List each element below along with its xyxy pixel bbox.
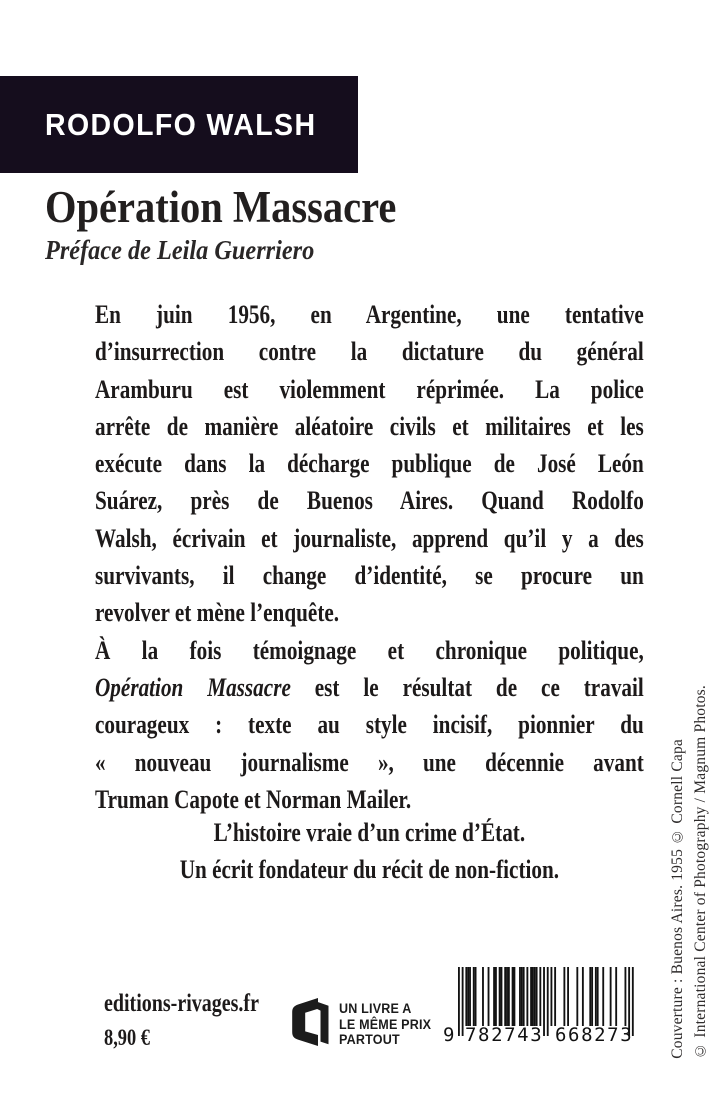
photo-credit-line-2: © International Center of Photography / Magnum Photos. [692, 685, 709, 1059]
synopsis-line: survivants, il change d’identité, se procure un [95, 560, 644, 591]
tagline-line-2: Un écrit fondateur du récit de non-fiction. [179, 854, 560, 885]
synopsis-line: revolver et mène l’enquête. [95, 597, 340, 628]
tagline-line-1: L’histoire vraie d’un crime d’État. [213, 817, 526, 847]
barcode-digits-left: 782743 [465, 1024, 544, 1046]
preface-credit: Préface de Leila Guerriero [45, 235, 315, 265]
synopsis-line: courageux : texte au style incisif, pionnier du [95, 709, 644, 740]
open-book-icon [291, 997, 331, 1047]
price-logo-line-3: PARTOUT [339, 1032, 400, 1047]
publisher-block [104, 990, 259, 1051]
synopsis-line: Walsh, écrivain et journaliste, apprend qu’il y a des [95, 522, 644, 553]
synopsis-line-rest: est le résultat de ce travail [290, 671, 644, 702]
author-banner [0, 76, 358, 173]
book-title: Opération Massacre [45, 182, 397, 232]
price-label: 8,90 € [104, 1025, 150, 1050]
synopsis-line: arrête de manière aléatoire civils et militaires et les [95, 410, 644, 441]
synopsis-line: Aramburu est violemment réprimée. La police [95, 373, 644, 404]
price-logo-line-2: LE MÊME PRIX [339, 1016, 432, 1032]
synopsis-line: En juin 1956, en Argentine, une tentative [95, 299, 644, 329]
barcode-digits-right: 668273 [555, 1024, 634, 1046]
price-logo-text [339, 1001, 431, 1048]
ean13-barcode [443, 967, 634, 1047]
author-name: RODOLFO WALSH [45, 106, 317, 142]
barcode-digit-first: 9 [443, 1024, 455, 1046]
photo-credit-line-1: Couverture : Buenos Aires. 1955 © Cornell Capa [669, 739, 686, 1059]
synopsis-line: À la fois témoignage et chronique politique, [95, 634, 644, 665]
synopsis-line: Suárez, près de Buenos Aires. Quand Rodolfo [95, 485, 644, 516]
synopsis-text [95, 296, 644, 818]
photo-credit [669, 685, 710, 1059]
synopsis-line [95, 669, 644, 706]
price-logo-line-1: UN LIVRE A [339, 1001, 412, 1016]
tagline [95, 814, 644, 889]
synopsis-line: « nouveau journalisme », une décennie avant [95, 746, 644, 777]
inline-book-title: Opération Massacre [95, 671, 291, 702]
unique-book-price-logo [291, 997, 438, 1048]
publisher-url: editions-rivages.fr [104, 990, 259, 1017]
synopsis-line: d’insurrection contre la dictature du général [95, 336, 644, 367]
synopsis-line: exécute dans la décharge publique de José León [95, 448, 644, 479]
synopsis-line: Truman Capote et Norman Mailer. [95, 783, 412, 814]
